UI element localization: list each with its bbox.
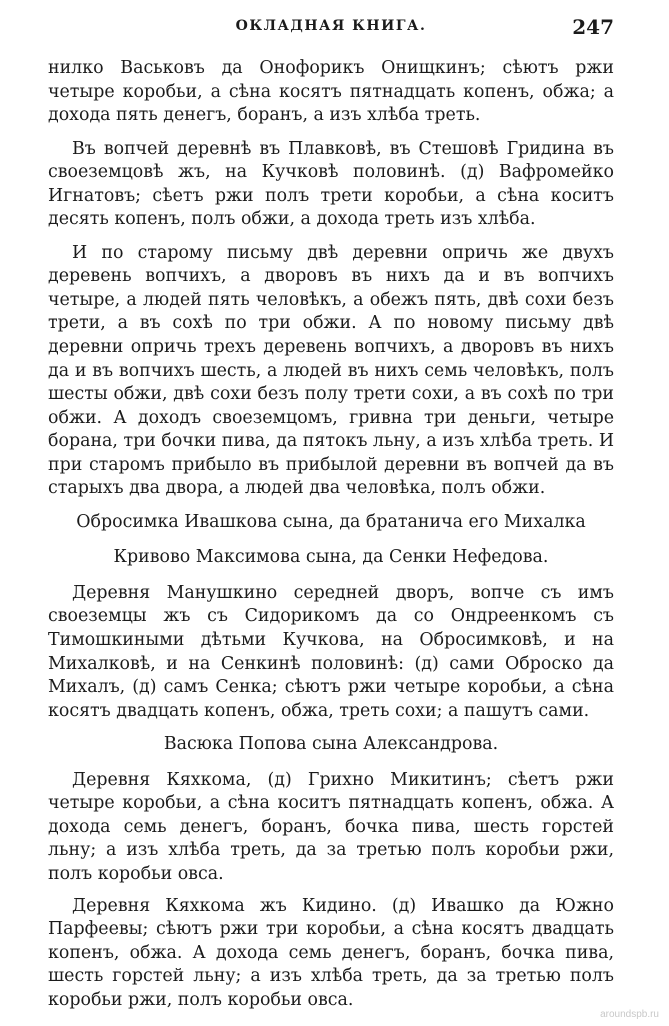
running-header	[48, 15, 614, 42]
watermark: aroundspb.ru	[600, 1009, 659, 1020]
section-heading-obrosimko-line2: Кривово Максимова сына, да Сенки Нефедова.	[113, 547, 549, 568]
paragraph-continuation: нилко Васьковъ да Онофорикъ Онищкинъ; сѣютъ ржи четыре коробьи, а сѣна косятъ пятнадцать копенъ, обжа; а дохода пять денегъ, боранъ, а изъ хлѣба треть.	[48, 58, 614, 126]
paragraph-kyakhkoma-kidino: Деревня Кяхкома жъ Кидино. (д) Ивашко да Южно Парфеевы; сѣютъ ржи три коробьи, а сѣна косятъ двадцать копенъ, обжа. А дохода семь денегъ, боранъ, бочка пива, шесть горстей льну; а изъ хлѣба треть, да за третью полъ коробьи ржи, полъ коробьи овса.	[48, 895, 614, 1010]
section-heading-obrosimko-line1: Обросимка Ивашкова сына, да братанича его Михалка	[76, 511, 586, 532]
paragraph-old-new-census: И по старому письму двѣ деревни опричь жe двухъ деревень вопчихъ, а дворовъ въ нихъ да и въ вопчихъ четыре, а людей пять человѣкъ, а обежъ пять, двѣ сохи безъ трети, а въ сохѣ по три обжи. А по новому письму двѣ деревни опричь трехъ деревень вопчихъ, а дворовъ въ нихъ да и въ вопчихъ шесть, а людей въ нихъ семь человѣкъ, полъ шесты обжи, двѣ сохи безъ полу трети сохи, а въ сохѣ по три обжи. А доходъ своеземцомъ, гривна три деньги, четыре борана, три бочки пива, да пятокъ льну, а изъ хлѣба треть. И при старомъ прибыло въ прибылой деревни въ вопчей да въ старыхъ два двора, а людей два человѣка, полъ обжи.	[48, 242, 614, 499]
page-number: 247	[572, 15, 614, 39]
paragraph-kyakhkoma: Деревня Кяхкома, (д) Грихно Микитинъ; сѣетъ ржи четыре коробьи, а сѣна коситъ пятнадцать копенъ, обжа. А дохода семь денегъ, боранъ, бочка пива, шесть горстей льну; а изъ хлѣба треть, да за третью полъ коробьи ржи, полъ коробьи овса.	[48, 769, 614, 884]
paragraph-manushkino: Деревня Манушкино середней дворъ, вопче съ имъ своеземцы жъ съ Сидорикомъ да со Ондреенкомъ съ Тимошкиными дѣтьми Кучкова, на Обросимковѣ, и на Михалковѣ, и на Сенкинѣ половинѣ: (д) сами Оброско да Михалъ, (д) самъ Сенка; сѣютъ ржи четыре коробьи, а сѣна косятъ двадцать копенъ, обжа, треть сохи; а пашутъ сами.	[48, 582, 614, 721]
page-body	[48, 57, 614, 1022]
paragraph-plavkovo: Въ вопчей деревнѣ въ Плавковѣ, въ Стешовѣ Гридина въ своеземцовѣ жъ, на Кучковѣ половинѣ. (д) Вафромейко Игнатовъ; сѣетъ ржи полъ трети коробьи, а сѣна коситъ десять копенъ, полъ обжи, а дохода треть изъ хлѣба.	[48, 138, 614, 230]
page-heading: ОКЛАДНАЯ КНИГА.	[235, 18, 427, 34]
section-heading-vasyuka: Васюка Попова сына Александрова.	[163, 734, 499, 755]
